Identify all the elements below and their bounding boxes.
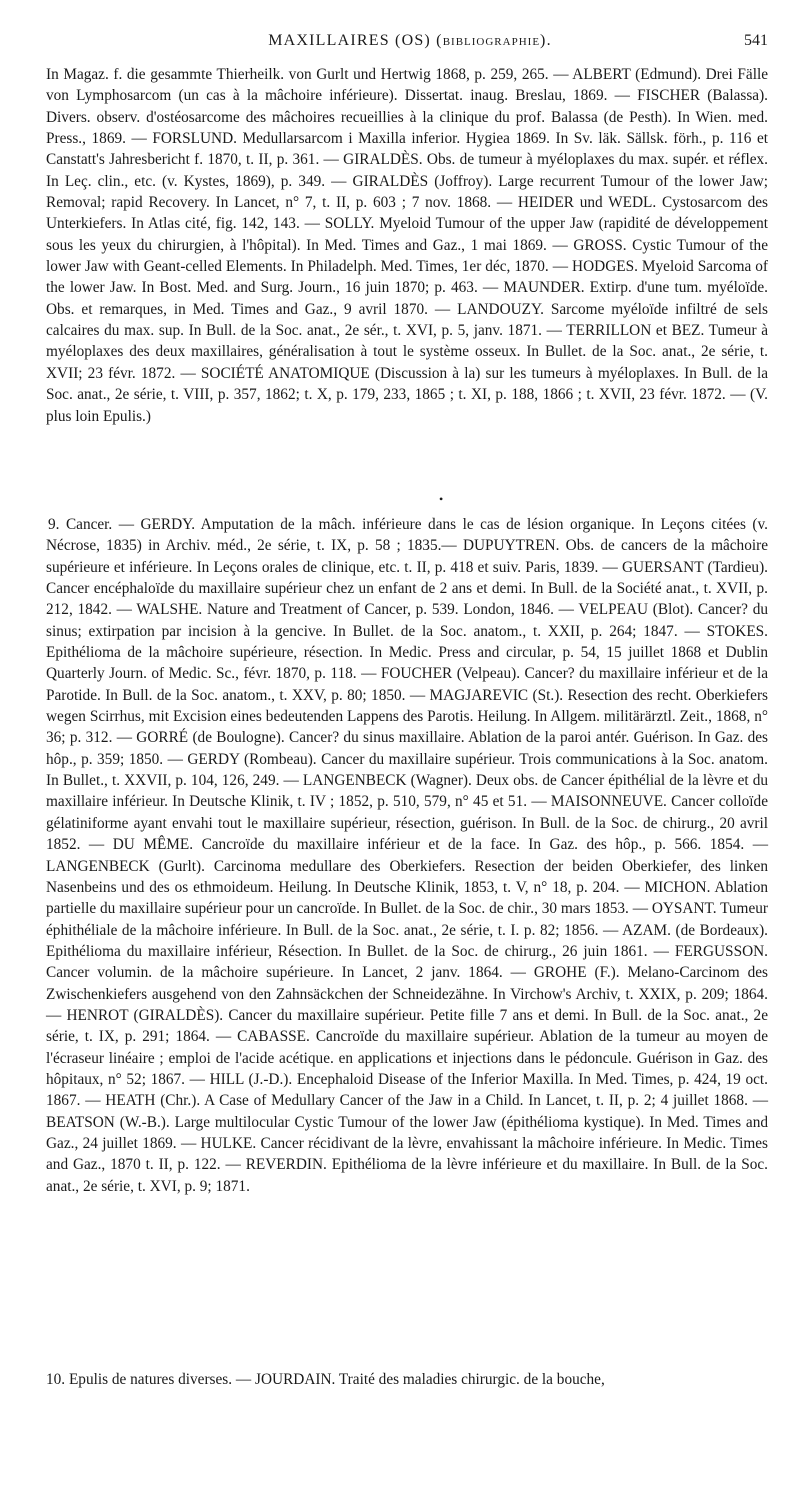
paragraph-continuation: In Magaz. f. die gesammte Thierheilk. von Gurlt und Hertwig 1868, p. 259, 265. — ALBERT (Edmund). Drei Fälle von Lymphosarcom (un cas à la mâchoire inférieure). Dissertat. inaug. Breslau, 1869. — FISCHER (Balassa). Divers. observ. d'ostéosarcome des mâchoires recueillies à la clinique du prof. Balassa (de Pesth). In Wien. med. Press., 1869. — FORSLUND. Medullarsarcom i Maxilla inferior. Hygiea 1869. In Sv. läk. Sällsk. förh., p. 116 et Canstatt's Jahresbericht f. 1870, t. II, p. 361. — GIRALDÈS. Obs. de tumeur à myéloplaxes du max. supér. et réflex. In Leç. clin., etc. (v. Kystes, 1869), p. 349. — GIRALDÈS (Joffroy). Large recurrent Tumour of the lower Jaw; Removal; rapid Recovery. In Lancet, n° 7, t. II, p. 603 ; 7 nov. 1868. — HEIDER und WEDL. Cystosarcom des Unterkiefers. In Atlas cité, fig. 142, 143. — SOLLY. Myeloid Tumour of the upper Jaw (rapidité de développement sous les yeux du chirurgien, à l'hôpital). In Med. Times and Gaz., 1 mai 1869. — GROSS. Cystic Tumour of the lower Jaw with Geant-celled Elements. In Philadelph. Med. Times, 1er déc, 1870. — HODGES. Myeloid Sarcoma of the lower Jaw. In Bost. Med. and Surg. Journ., 16 juin 1870; p. 463. — MAUNDER. Extirp. d'une tum. myéloïde. Obs. et remarques, in Med. Times and Gaz., 9 avril 1870. — LANDOUZY. Sarcome myéloïde infiltré de sels calcaires du max. sup. In Bull. de la Soc. anat., 2e sér., t. XVI, p. 5, janv. 1871. — TERRILLON et BEZ. Tumeur à myéloplaxes des deux maxillaires, généralisation à tout le système osseux. In Bullet. de la Soc. anat., 2e série, t. XVII; 23 févr. 1872. — SOCIÉTÉ ANATOMIQUE (Discussion à la) sur les tumeurs à myéloplaxes. In Bull. de la Soc. anat., 2e série, t. VIII, p. 357, 1862; t. X, p. 179, 233, 1865 ; t. XI, p. 188, 1866 ; t. XVII, 23 févr. 1872. — (V. plus loin Epulis.) (46, 66, 768, 425)
running-title-subtitle: BIBLIOGRAPHIE (442, 36, 541, 48)
paragraph-section-9: 9. Cancer. — GERDY. Amputation de la mâch. inférieure dans le cas de lésion organique. In Leçons citées (v. Nécrose, 1835) in Archiv. méd., 2e série, t. IX, p. 58 ; 1835.— DUPUYTREN. Obs. de cancers de la mâchoire supérieure et inférieure. In Leçons orales de clinique, etc. t. II, p. 418 et suiv. Paris, 1839. — GUERSANT (Tardieu). Cancer encéphaloïde du maxillaire supérieur chez un enfant de 2 ans et demi. In Bull. de la Société anat., t. XVII, p. 212, 1842. — WALSHE. Nature and Treatment of Cancer, p. 539. London, 1846. — VELPEAU (Blot). Cancer? du sinus; extirpation par incision à la gencive. In Bullet. de la Soc. anatom., t. XXII, p. 264; 1847. — STOKES. Epithélioma de la mâchoire supérieure, résection. In Medic. Press and circular, p. 54, 15 juillet 1868 et Dublin Quarterly Journ. of Medic. Sc., févr. 1870, p. 118. — FOUCHER (Velpeau). Cancer? du maxillaire inférieur et de la Parotide. In Bull. de la Soc. anatom., t. XXV, p. 80; 1850. — MAGJAREVIC (St.). Resection des recht. Oberkiefers wegen Scirrhus, mit Excision eines bedeutenden Lappens des Parotis. Heilung. In Allgem. militärärztl. Zeit., 1868, n° 36; p. 312. — GORRÉ (de Boulogne). Cancer? du sinus maxillaire. Ablation de la paroi antér. Guérison. In Gaz. des hôp., p. 359; 1850. — GERDY (Rombeau). Cancer du maxillaire supérieur. Trois communications à la Soc. anatom. In Bullet., t. XXVII, p. 104, 126, 249. — LANGENBECK (Wagner). Deux obs. de Cancer épithélial de la lèvre et du maxillaire inférieur. In Deutsche Klinik, t. IV ; 1852, p. 510, 579, n° 45 et 51. — MAISONNEUVE. Cancer colloïde gélatiniforme ayant envahi tout le maxillaire supérieur, résection, guérison. In Bull. de la Soc. de chirurg., 20 avril 1852. — DU MÊME. Cancroïde du maxillaire inférieur et de la face. In Gaz. des hôp., p. 566. 1854. — LANGENBECK (Gurlt). Carcinoma medullare des Oberkiefers. Resection der beiden Oberkiefer, des linken Nasenbeins und des os ethmoideum. Heilung. In Deutsche Klinik, 1853, t. V, n° 18, p. 204. — MICHON. Ablation partielle du maxillaire supérieur pour un cancroïde. In Bullet. de la Soc. de chir., 30 mars 1853. — OYSANT. Tumeur éphithéliale de la mâchoire inférieure. In Bull. de la Soc. anat., 2e série, t. I. p. 82; 1856. — AZAM. (de Bordeaux). Epithélioma du maxillaire inférieur, Résection. In Bullet. de la Soc. de chirurg., 26 juin 1861. — FERGUSSON. Cancer volumin. de la mâchoire supérieure. In Lancet, 2 janv. 1864. — GROHE (F.). Melano-Carcinom des Zwischenkiefers ausgehend von den Zahnsäckchen der Schneidezähne. In Virchow's Archiv, t. XXIX, p. 209; 1864. — HENROT (GIRALDÈS). Cancer du maxillaire supérieur. Petite fille 7 ans et demi. In Bull. de la Soc. anat., 2e série, t. IX, p. 291; 1864. — CABASSE. Cancroïde du maxillaire supérieur. Ablation de la tumeur au moyen de l'écraseur linéaire ; emploi de l'acide acétique. en applications et injections dans le pédoncule. Guérison in Gaz. des hôpitaux, n° 52; 1867. — HILL (J.-D.). Encephaloid Disease of the Inferior Maxilla. In Med. Times, p. 424, 19 oct. 1867. — HEATH (Chr.). A Case of Medullary Cancer of the Jaw in a Child. In Lancet, t. II, p. 2; 4 juillet 1868. — BEATSON (W.-B.). Large multilocular Cystic Tumour of the lower Jaw (épithélioma kystique). In Med. Times and Gaz., 24 juillet 1869. — HULKE. Cancer récidivant de la lèvre, envahissant la mâchoire inférieure. In Medic. Times and Gaz., 1870 t. II, p. 122. — REVERDIN. Epithélioma de la lèvre inférieure et du maxillaire. In Bull. de la Soc. anat., 2e série, t. XVI, p. 9; 1871. (46, 516, 768, 1195)
running-title (52, 32, 768, 50)
page-number: 541 (744, 32, 768, 49)
section-epulis (46, 1369, 768, 1390)
running-header (52, 32, 768, 56)
running-title-end: ). (540, 32, 552, 49)
section-cancer (46, 514, 768, 1197)
running-title-main: MAXILLAIRES (OS) ( (268, 32, 443, 49)
bibliography-continuation (46, 64, 768, 427)
paragraph-section-10: 10. Epulis de natures diverses. — JOURDAIN. Traité des maladies chirurgic. de la bouche, (46, 1371, 605, 1388)
ornament-dot: • (439, 492, 444, 506)
